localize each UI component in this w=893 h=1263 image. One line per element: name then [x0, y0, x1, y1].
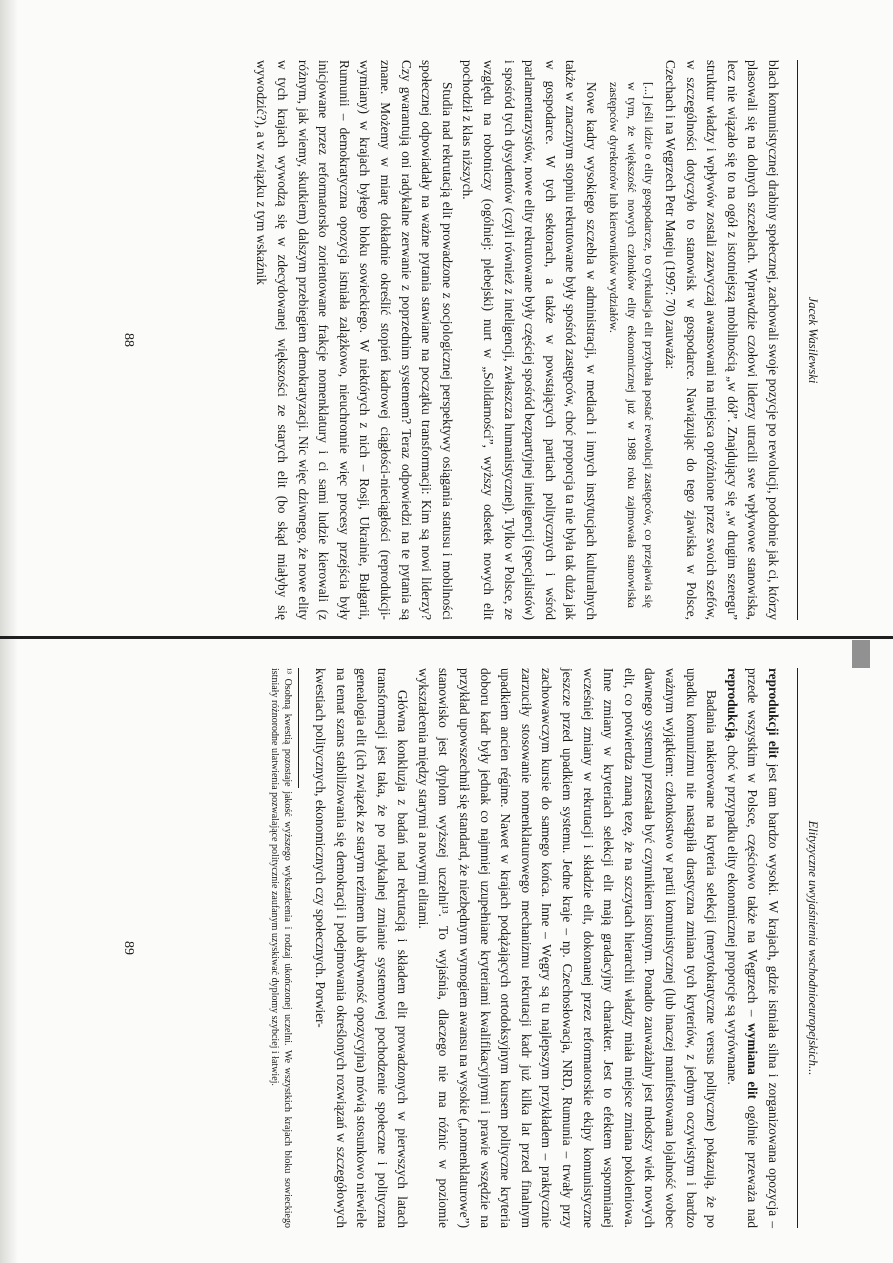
page-number: 89 [121, 941, 136, 955]
page-number: 88 [121, 333, 136, 347]
running-head-author: Jacek Wasilewski [806, 296, 820, 384]
bold-term: reprodukcją [724, 668, 740, 739]
footnote-rule [298, 668, 299, 788]
paragraph: Główna konkluzja z badań nad rekrutacją i składem elit prowadzonych w pierwszych latach transformacji jest taka, że po radykalnej zmianie systemowej pochodzenie społeczne i polityczna genealogia elit (ich związek ze starym reżimem lub aktywność opozycyjna) mówią stosunkowo niewiele na temat szans stabilizowania się demokracji i podejmowania określonych rozwiązań w szczegółowych kwestiach politycznych, ekonomicznych czy społecznych. Porwier- [312, 668, 411, 1228]
scan-edge-shadow [0, 0, 18, 1263]
header-rule [797, 668, 798, 1228]
running-head-title: Elityzyczne uwyjaśnienia wschodnioeuropejskich... [806, 820, 820, 1076]
header-rule [797, 60, 798, 620]
text-run: jest tam bardzo wysoki. W krajach, gdzie istniała silna i zorganizowana opozycja – przede wszystkim w Polsce, częściowo także na Węgrzech – [745, 668, 781, 1228]
text-run: ogólnie przeważa nad [745, 1099, 761, 1228]
page-gutter-divider [0, 636, 893, 639]
paragraph [721, 668, 783, 1228]
page-89 [120, 668, 820, 1228]
paragraph: Badania nakierowane na kryteria selekcji (merytokratyczne versus polityczne) pokazują, że po upadku komunizmu nie nastąpiła drastyczna zmiana tych kryteriów, z jednym oczywistym i bardzo ważnym wyjątkiem: członkostwo w partii komunistycznej (lub inaczej manifestowana lojalność wobec dawnego systemu) przestała być czynnikiem istotnym. Ponadto zauważalny jest młodszy wiek nowych elit, co potwierdza znaną tezę, że na szczytach hierarchii władzy miała miejsce zmiana pokoleniowa. Inne zmiany w kryteriach selekcji elit mają gradacyjny charakter. Jest to efektem wspomnianej wcześniej zmiany w rekrutacji i składzie elit, dokonanej przez reformatorskie ekipy komunistyczne jeszcze przed upadkiem systemu. Jedne kraje – np. Czechosłowacja, NRD, Rumunia – trwały przy zachowawczym kursie do samego końca. Inne – Węgry są tu najlepszym przykładem – praktycznie zarzuciły stosowanie nomenklaturowego mechanizmu rekrutacji kadr już kilka lat przed finalnym upadkiem ancien régime. Nawet w krajach podążających ortodoksyjnym kursem polityczne kryteria doboru kadr były jednak co najmniej uzupełniane kryteriami kwalifikacyjnymi i prawie wszędzie na przykład upowszechnił się standard, że niezbędnym wymogiem awansu na wysokie („nomenklaturowe”) stanowisko jest dyplom wyższej uczelni¹³. To wyjaśnia, dlaczego nie ma różnic w poziomie wykształcenia między starymi a nowymi elitami. [415, 668, 720, 1228]
bold-term: reprodukcji elit [766, 668, 781, 759]
paragraph: Nowe kadry wysokiego szczebla w administracji, w mediach i innych instytucjach kulturalnych także w znacznym stopniu rekrutowane były spośród zastępców, choć proporcja ta nie była tak duża jak w gospodarce. W tych sektorach, a także w powstających partiach politycznych i wśród parlamentarzystów, nowe elity rekrutowane były częściej spośród bezpartyjnej inteligencji (specjalistów) i spośród tych dysydentów (czyli również z inteligencji, zwłaszcza humanistycznej). Tylko w Polsce, ze względu na robotniczy (ogólniej: plebejski) nurt w „Solidarności”, wyższy odsetek nowych elit pochodził z klas niższych. [460, 60, 599, 620]
bold-term: wymiana elit [745, 1023, 761, 1100]
footnote-13: ¹³ Osobną kwestią pozostaje jakość wyższego wykształcenia i rodzaj ukończonej uczelni. We wszystkich krajach bloku sowieckiego istniały różnorodne ulatwienia pozwalające politycznie zaufanym uzyskiwać dyplomy szybciej i łatwiej. [269, 668, 294, 1228]
block-quote: [...] jeśli idzie o elity gospodarcze, to cyrkulacja elit przybrała postać rewolucji zastępców, co przejawia się w tym, że większość nowych członków elity ekonomicznej już w 1988 roku zajmowała stanowiska zastępców dyrektorów lub kierowników wydziałów. [607, 82, 657, 608]
page-89-body [309, 668, 783, 1228]
paragraph: blach komunistycznej drabiny społecznej, zachowali swoje pozycje po rewolucji, podobnie jak ci, którzy plasowali się na dolnych szczeblach. Wprawdzie czołowi liderzy utracili swe wpływowe stanowiska, lecz nie wiązało się to na ogół z istotniejszą mobilnością „w dół”. Znajdujący się „w drugim szeregu” struktur władzy i wpływów zostali zazwyczaj awansowani na miejsca opróżnione przez swoich szefów, w szczególności dotyczyło to stanowisk w gospodarce. Nawiązując do tego zjawiska w Polsce, Czechach i na Węgrzech Petr Mateju (1997: 70) zauważa: [663, 60, 781, 620]
paragraph: Studia nad rekrutacją elit prowadzone z socjologicznej perspektywy osiągania statusu i mobilności społecznej odpowiadały na ważne pytania stawiane na początku transformacji: Kim są nowi liderzy? Czy gwarantują oni radykalne zerwanie z poprzednim systemem? Teraz odpowiedzi na te pytania są znane. Możemy w miarę dokładnie określić stopień kadrowej ciągłości-nieciągłości (reprodukcji-wymiany) w krajach byłego bloku sowieckiego. W niektórych z nich – Rosji, Ukrainie, Bułgarii, Rumunii – demokratyczna opozycja istniała zalążkowo, nieuchronnie więc procesy przejścia były inicjowane przez reformatorsko zorientowane frakcje nomenklatury i ci sami ludzie kierowali (z różnym, jak wiemy, skutkiem) dalszym przebiegiem demokratyzacji. Nic więc dziwnego, że nowe elity w tych krajach wywodzą się w zdecydowanej większości ze starych elit (bo skąd miałyby się wywodzić?), a w związku z tym wskaźnik [254, 60, 455, 620]
book-spine-mark [852, 640, 870, 668]
text-run: , choć w przypadku elity ekonomicznej proporcje są wyrównane. [724, 738, 740, 1085]
page-88-body [251, 60, 783, 620]
page-88 [120, 60, 820, 620]
